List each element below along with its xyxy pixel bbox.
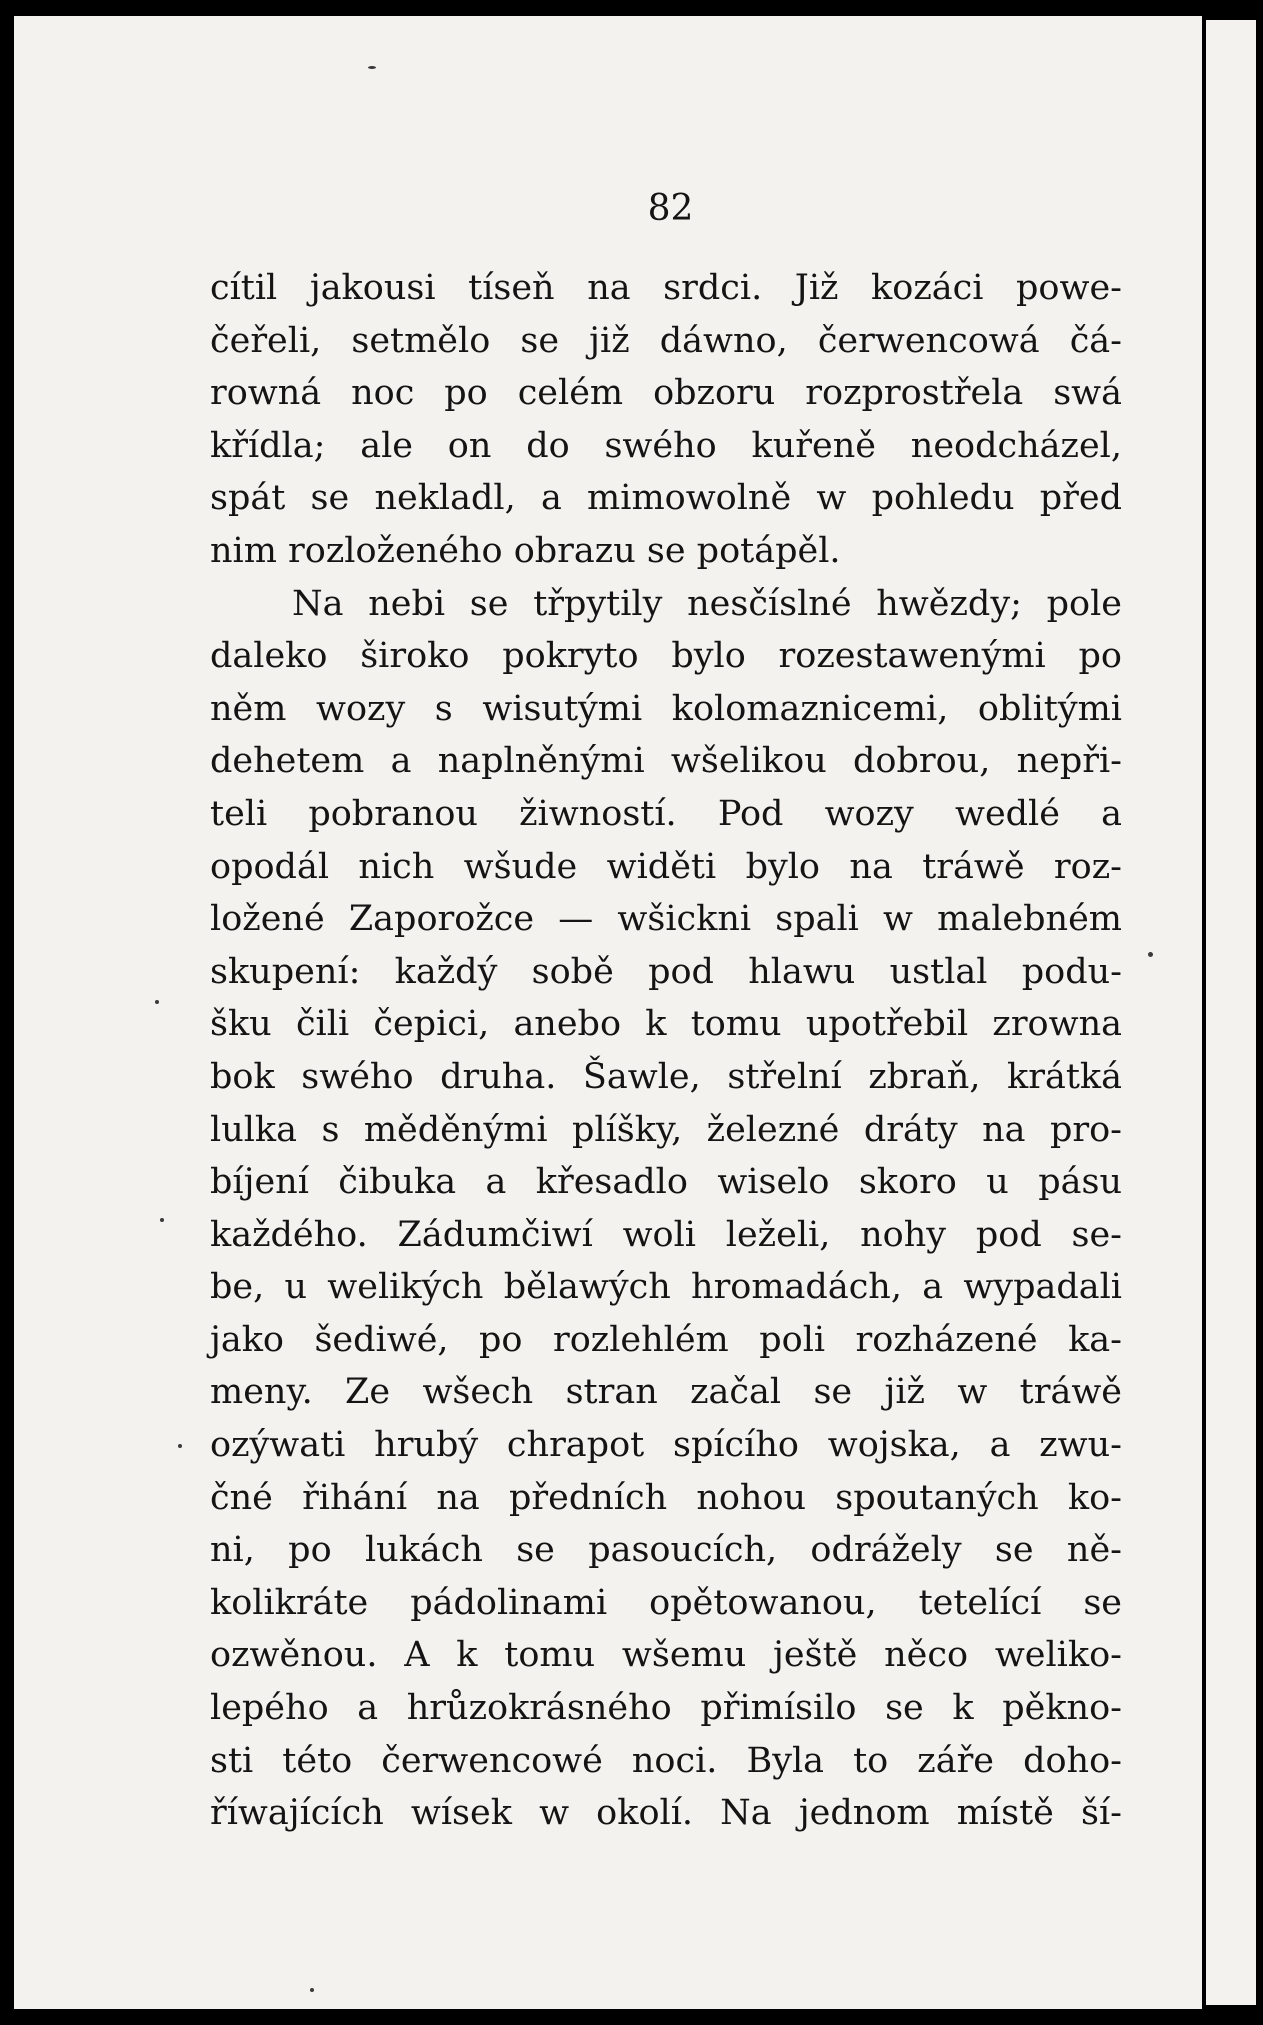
text-line: Na nebi se třpytily nesčíslné hwězdy; pole: [292, 583, 1122, 624]
text-line: opodál nich wšude widěti bylo na tráwě roz-: [210, 846, 1122, 887]
paper-speck: [368, 66, 376, 69]
text-line: ozwěnou. A k tomu wšemu ještě něco weliko-: [210, 1635, 1122, 1676]
text-line: dehetem a naplněnými wšelikou dobrou, nepři-: [210, 741, 1122, 782]
page-number: 82: [647, 188, 694, 229]
text-line: teli pobranou žiwností. Pod wozy wedlé a: [210, 793, 1122, 834]
text-line: křídla; ale on do swého kuřeně neodcházel,: [210, 425, 1122, 466]
text-line: lepého a hrůzokrásného přimísilo se k pěkno-: [210, 1688, 1122, 1729]
text-line: kolikráte pádolinami opětowanou, tetelící se: [210, 1582, 1122, 1623]
text-line: ni, po lukách se pasoucích, odrážely se ně-: [210, 1530, 1122, 1571]
text-line: sti této čerwencowé noci. Byla to záře doho-: [210, 1740, 1122, 1781]
text-line: čné řihání na předních nohou spoutaných ko-: [210, 1477, 1122, 1518]
paper-speck: [178, 1444, 182, 1448]
text-line: daleko široko pokryto bylo rozestawenými po: [210, 636, 1122, 677]
text-line: ozýwati hrubý chrapot spícího wojska, a zwu-: [210, 1425, 1122, 1466]
text-line: nim rozloženého obrazu se potápěl.: [210, 530, 841, 571]
text-line: be, u welikých bělawých hromadách, a wypadali: [210, 1267, 1122, 1308]
paper-speck: [155, 1000, 159, 1004]
paper-speck: [310, 1988, 314, 1992]
paper-speck: [160, 1218, 164, 1222]
facing-page-edge: [1206, 20, 1256, 2005]
text-line: každého. Zádumčiwí woli leželi, nohy pod se-: [210, 1214, 1122, 1255]
text-line: lulka s měděnými plíšky, železné dráty na pro-: [210, 1109, 1122, 1150]
text-line: skupení: každý sobě pod hlawu ustlal podu-: [210, 951, 1122, 992]
body-text: [210, 262, 1122, 1840]
text-line: ložené Zaporožce — wšickni spali w malebném: [210, 899, 1122, 940]
text-line: šku čili čepici, anebo k tomu upotřebil zrowna: [210, 1004, 1122, 1045]
text-line: meny. Ze wšech stran začal se již w tráwě: [210, 1372, 1122, 1413]
text-line: něm wozy s wisutými kolomaznicemi, oblitými: [210, 688, 1122, 729]
text-line: jako šediwé, po rozlehlém poli rozházené ka-: [210, 1319, 1122, 1360]
text-line: bíjení čibuka a křesadlo wiselo skoro u pásu: [210, 1162, 1122, 1203]
text-line: čeřeli, setmělo se již dáwno, čerwencowá čá-: [210, 320, 1122, 361]
text-line: bok swého druha. Šawle, střelní zbraň, krátká: [210, 1056, 1122, 1097]
paper-speck: [1148, 952, 1153, 957]
text-line: cítil jakousi tíseň na srdci. Již kozáci powe-: [210, 268, 1122, 308]
text-line: říwajících wísek w okolí. Na jednom místě ší-: [210, 1793, 1122, 1834]
text-line: spát se nekladl, a mimowolně w pohledu před: [210, 478, 1122, 519]
text-line: rowná noc po celém obzoru rozprostřela swá: [210, 373, 1122, 414]
